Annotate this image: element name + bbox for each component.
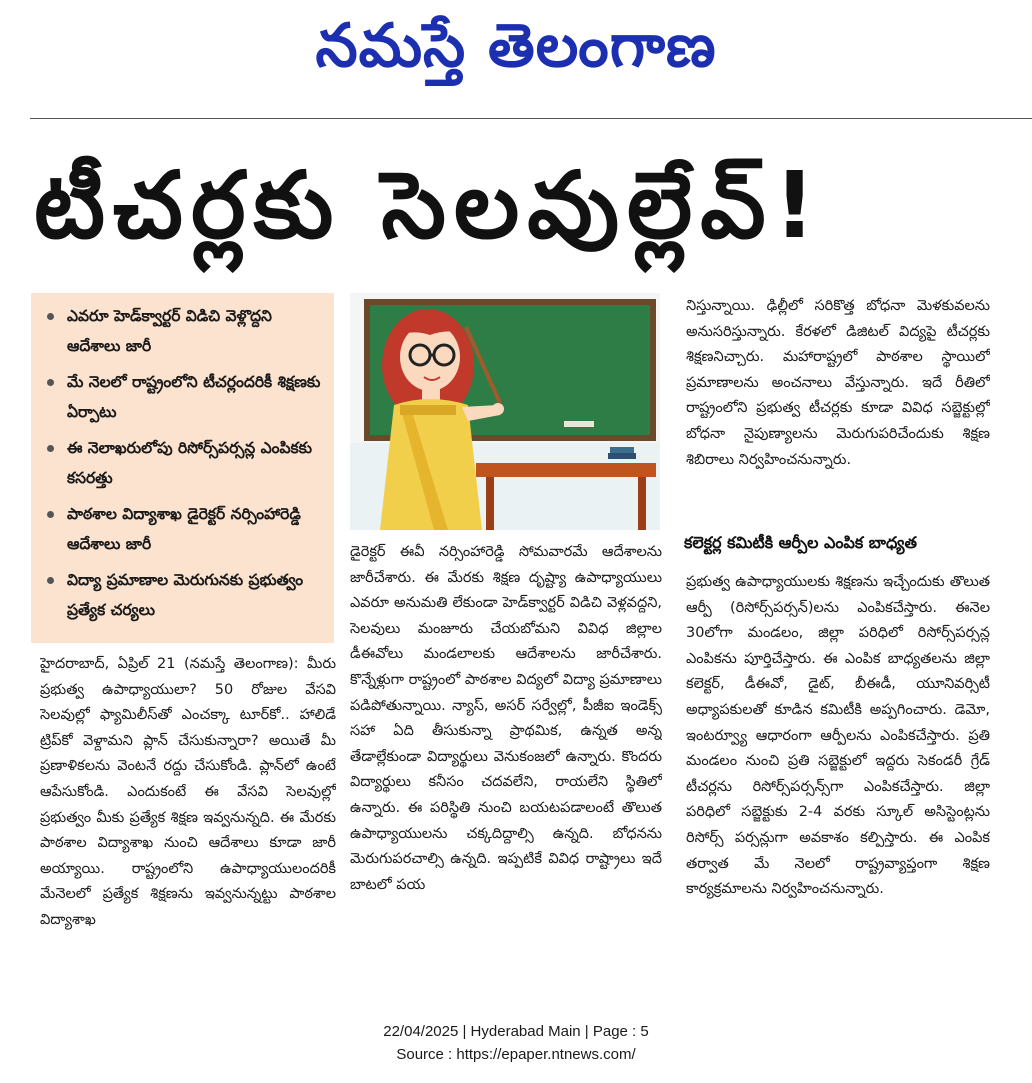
- masthead: [0, 0, 1032, 112]
- bullet-icon: [47, 445, 54, 452]
- highlight-item: [45, 565, 326, 625]
- highlight-item: [45, 499, 326, 559]
- footer-dateline: 22/04/2025 | Hyderabad Main | Page : 5: [383, 1023, 649, 1040]
- article-column-1: హైదరాబాద్‌, ఏప్రిల్‌ 21 (నమస్తే తెలంగాణ): మీరు ప్రభుత్వ ఉపాధ్యాయులా? 50 రోజుల వేసవి సెలవుల్లో ఫ్యామిలీస్‌తో ఎంచక్కా టూర్‌కో.. హాలిడే ట్రిప్‌కో వెళ్దామని ప్లాన్‌ చేసుకున్నారా? అయితే మీ ప్రణాళికలను వెంటనే రద్దు చేసుకోండి. ప్లాన్‌లో ఉంటే ఆపేసుకోండి. ఎందుకంటే ఈ వేసవి సెలవుల్లో ప్రభుత్వం మీకు ప్రత్యేక శిక్షణ ఇవ్వనున్నది. ఈ మేరకు పాఠశాల విద్యాశాఖ నుంచి ఆదేశాలు కూడా జారీ అయ్యాయి. రాష్ట్రంలోని ఉపాధ్యాయులందరికీ మేనెలలో ప్రత్యేక శిక్షణను ఇవ్వనున్నట్టు పాఠశాల విద్యాశాఖ: [40, 656, 336, 928]
- highlights-box: [31, 293, 334, 643]
- article-subheading: కలెక్టర్ల కమిటీకి ఆర్పీల ఎంపిక బాధ్యత: [684, 533, 917, 552]
- teacher-chalkboard-icon: [350, 293, 660, 530]
- article-column-3-top: నిస్తున్నాయి. ఢిల్లీలో సరికొత్త బోధనా మెళకువలను అనుసరిస్తున్నారు. కేరళలో డిజిటల్‌ విద్యపై టీచర్లకు శిక్షణనిచ్చారు. మహారాష్ట్రలో పాఠశాల స్థాయిలో ప్రమాణాలను అంచనాలు వేస్తున్నారు. ఇదే రీతిలో రాష్ట్రంలోని ప్రభుత్వ టీచర్లకు కూడా వివిధ సబ్జెక్టుల్లో బోధనా నైపుణ్యాలను మెరుగుపరిచేందుకు శిక్షణ శిబిరాలు నిర్వహించనున్నారు.: [686, 298, 990, 468]
- headline: టీచర్లకు సెలవుల్లేవ్‌!: [34, 152, 824, 259]
- footer-source: Source : https://epaper.ntnews.com/: [396, 1046, 636, 1063]
- highlight-item: [45, 301, 326, 361]
- bullet-icon: [47, 511, 54, 518]
- highlight-text: ఎవరూ హెడ్‌క్వార్టర్‌ విడిచి వెళ్లొద్దని ఆదేశాలు జారీ: [67, 307, 272, 355]
- bullet-icon: [47, 577, 54, 584]
- bullet-icon: [47, 379, 54, 386]
- article-column-3-bottom: ప్రభుత్వ ఉపాధ్యాయులకు శిక్షణను ఇచ్చేందుకు తొలుత ఆర్పీ (రిసోర్స్‌పర్సన్‌)లను ఎంపికచేస్తారు. ఈనెల 30లోగా మండలం, జిల్లా పరిధిలో రిసోర్స్‌పర్సన్ల ఎంపికను పూర్తిచేస్తారు. ఈ ఎంపిక బాధ్యతలను జిల్లా కలెక్టర్‌, డీఈవో, డైట్‌, బీఈడీ, యూనివర్సిటీ అధ్యాపకులతో కూడిన కమిటీకి అప్పగించారు. డెమో, ఇంటర్వ్యూ ఆధారంగా ఆర్పీలను ఎంపికచేస్తారు. ప్రతి మండలం నుంచి ప్రతి సబ్జెక్టులో ఇద్దరు సెకండరీ గ్రేడ్‌ టీచర్లను రిసోర్స్‌పర్సన్స్‌గా ఎంపికచేస్తారు. జిల్లా పరిధిలో సబ్జెక్టుకు 2-4 వరకు స్కూల్‌ అసిస్టెంట్లను రిసోర్స్‌ పర్సన్లుగా అవకాశం కల్పిస్తారు. ఈ ఎంపిక తర్వాత మే నెలలో రాష్ట్రవ్యాప్తంగా శిక్షణ కార్యక్రమాలను నిర్వహించనున్నారు.: [686, 574, 990, 898]
- highlight-text: విద్యా ప్రమాణాల మెరుగునకు ప్రభుత్వం ప్రత్యేక చర్యలు: [67, 571, 304, 619]
- article-column-2: డైరెక్టర్‌ ఈవీ నర్సింహారెడ్డి సోమవారమే ఆదేశాలను జారీచేశారు. ఈ మేరకు శిక్షణ దృష్ట్యా ఉపాధ్యాయులు ఎవరూ అనుమతి లేకుండా హెడ్‌క్వార్టర్‌ విడిచి వెళ్లవద్దని, సెలవులు మంజూరు చేయబోమని వివిధ జిల్లాల డీఈవోలు మండలాలకు ఆదేశాలను జారీచేశారు. కొన్నేళ్లుగా రాష్ట్రంలో పాఠశాల విద్యలో విద్యా ప్రమాణాలు పడిపోతున్నాయి. న్యాస్‌, అసర్‌ సర్వేల్లో, పీజీఐ ఇండెక్స్‌ సహా ఏది తీసుకున్నా ప్రాథమిక, ఉన్నత అన్న తేడాల్లేకుండా విద్యార్థులు వెనుకంజలో ఉన్నారు. కొందరు విద్యార్థులు కనీసం చదవలేని, రాయలేని స్థితిలో ఉన్నారు. ఈ పరిస్థితి నుంచి బయటపడాలంటే తొలుత ఉపాధ్యాయులను చక్కదిద్దాల్సి ఉన్నది. బోధనను మెరుగుపరచాల్సి ఉన్నది. ఇప్పటికే వివిధ రాష్ట్రాలు ఇదే బాటలో పయ: [350, 544, 662, 893]
- highlight-item: [45, 367, 326, 427]
- highlight-item: [45, 433, 326, 493]
- bullet-icon: [47, 313, 54, 320]
- masthead-divider: [30, 118, 1032, 119]
- highlight-text: పాఠశాల విద్యాశాఖ డైరెక్టర్‌ నర్సింహారెడ్డి ఆదేశాలు జారీ: [67, 505, 301, 553]
- teacher-illustration: [350, 293, 660, 530]
- footer: [0, 1020, 1032, 1066]
- highlight-text: ఈ నెలాఖరులోపు రిసోర్స్‌పర్సన్ల ఎంపికకు కసరత్తు: [67, 439, 313, 487]
- highlight-text: మే నెలలో రాష్ట్రంలోని టీచర్లందరికీ శిక్షణకు ఏర్పాటు: [67, 373, 321, 421]
- newspaper-logo: నమస్తే తెలంగాణ: [315, 11, 717, 81]
